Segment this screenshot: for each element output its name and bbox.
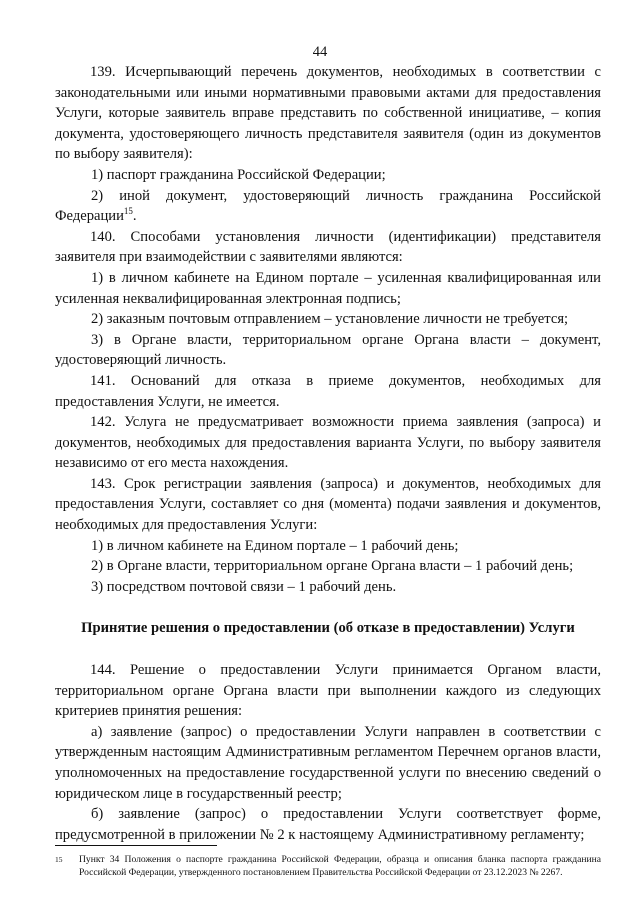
paragraph-139-item-2-text: 2) иной документ, удостоверяющий личность гражданина Российской Федерации — [55, 187, 601, 225]
footnote-separator — [55, 845, 217, 846]
paragraph-139-item-2-end: . — [132, 208, 137, 225]
paragraph-144-item-a: а) заявление (запрос) о предоставлении Услуги направлен в соответствии с утвержденным настоящим Административным регламентом Перечнем органов власти, уполномоченных на предоставление государственной услуги по внесению сведений о юридическом лице в государственный реестр; — [55, 723, 601, 802]
footnote-text: Пункт 34 Положения о паспорте гражданина Российской Федерации, образца и описания бланка паспорта гражданина Российской Федерации, утвержденного постановлением Правительства Российской Федерации от 23.12.2023 № 2267. — [79, 854, 601, 878]
paragraph-140-item-1: 1) в личном кабинете на Едином портале – усиленная квалифицированная или усиленная неквалифицированная электронная подпись; — [55, 269, 601, 307]
section-heading: Принятие решения о предоставлении (об отказе в предоставлении) Услуги — [81, 620, 575, 637]
paragraph-139-item-2 — [55, 186, 601, 227]
paragraph-143-item-1: 1) в личном кабинете на Едином портале – 1 рабочий день; — [91, 537, 459, 554]
paragraph-142: 142. Услуга не предусматривает возможности приема заявления (запроса) и документов, необходимых для предоставления варианта Услуги, по выбору заявителя независимо от его места нахождения. — [55, 414, 601, 472]
paragraph-140-item-2: 2) заказным почтовым отправлением – установление личности не требуется; — [91, 311, 569, 328]
paragraph-144-item-b: б) заявление (запрос) о предоставлении Услуги соответствует форме, предусмотренной в приложении № 2 к настоящему Административному регламенту; — [55, 806, 601, 843]
paragraph-140: 140. Способами установления личности (идентификации) представителя заявителя при взаимодействии с заявителями являются: — [55, 228, 601, 266]
paragraph-140-item-3: 3) в Органе власти, территориальном органе Органа власти – документ, удостоверяющий личность. — [55, 331, 601, 369]
paragraph-144: 144. Решение о предоставлении Услуги принимается Органом власти, территориальном органе Органа власти при выполнении каждого из следующих критериев принятия решения: — [55, 662, 601, 720]
page-number: 44 — [312, 44, 328, 60]
paragraph-143-item-3: 3) посредством почтовой связи – 1 рабочий день. — [91, 578, 397, 595]
document-body — [55, 62, 601, 845]
paragraph-139-item-1: 1) паспорт гражданина Российской Федерации; — [91, 166, 386, 183]
paragraph-143-item-2: 2) в Органе власти, территориальном органе Органа власти – 1 рабочий день; — [91, 558, 574, 575]
footnote-reference: 15 — [123, 206, 133, 217]
paragraph-143: 143. Срок регистрации заявления (запроса) и документов, необходимых для предоставления Услуги, составляет со дня (момента) подачи заявления и документов, необходимых для предоставления Услуги: — [55, 475, 601, 534]
paragraph-141: 141. Оснований для отказа в приеме документов, необходимых для предоставления Услуги, не имеется. — [55, 372, 601, 410]
footnote — [55, 853, 601, 879]
footnote-mark: 15 — [55, 855, 63, 864]
paragraph-139: 139. Исчерпывающий перечень документов, необходимых в соответствии с законодательными или иными нормативными правовыми актами для предоставления Услуги, которые заявитель вправе представить по собственной инициативе, – копия документа, удостоверяющего личность представителя заявителя (один из документов по выбору заявителя): — [55, 64, 601, 163]
